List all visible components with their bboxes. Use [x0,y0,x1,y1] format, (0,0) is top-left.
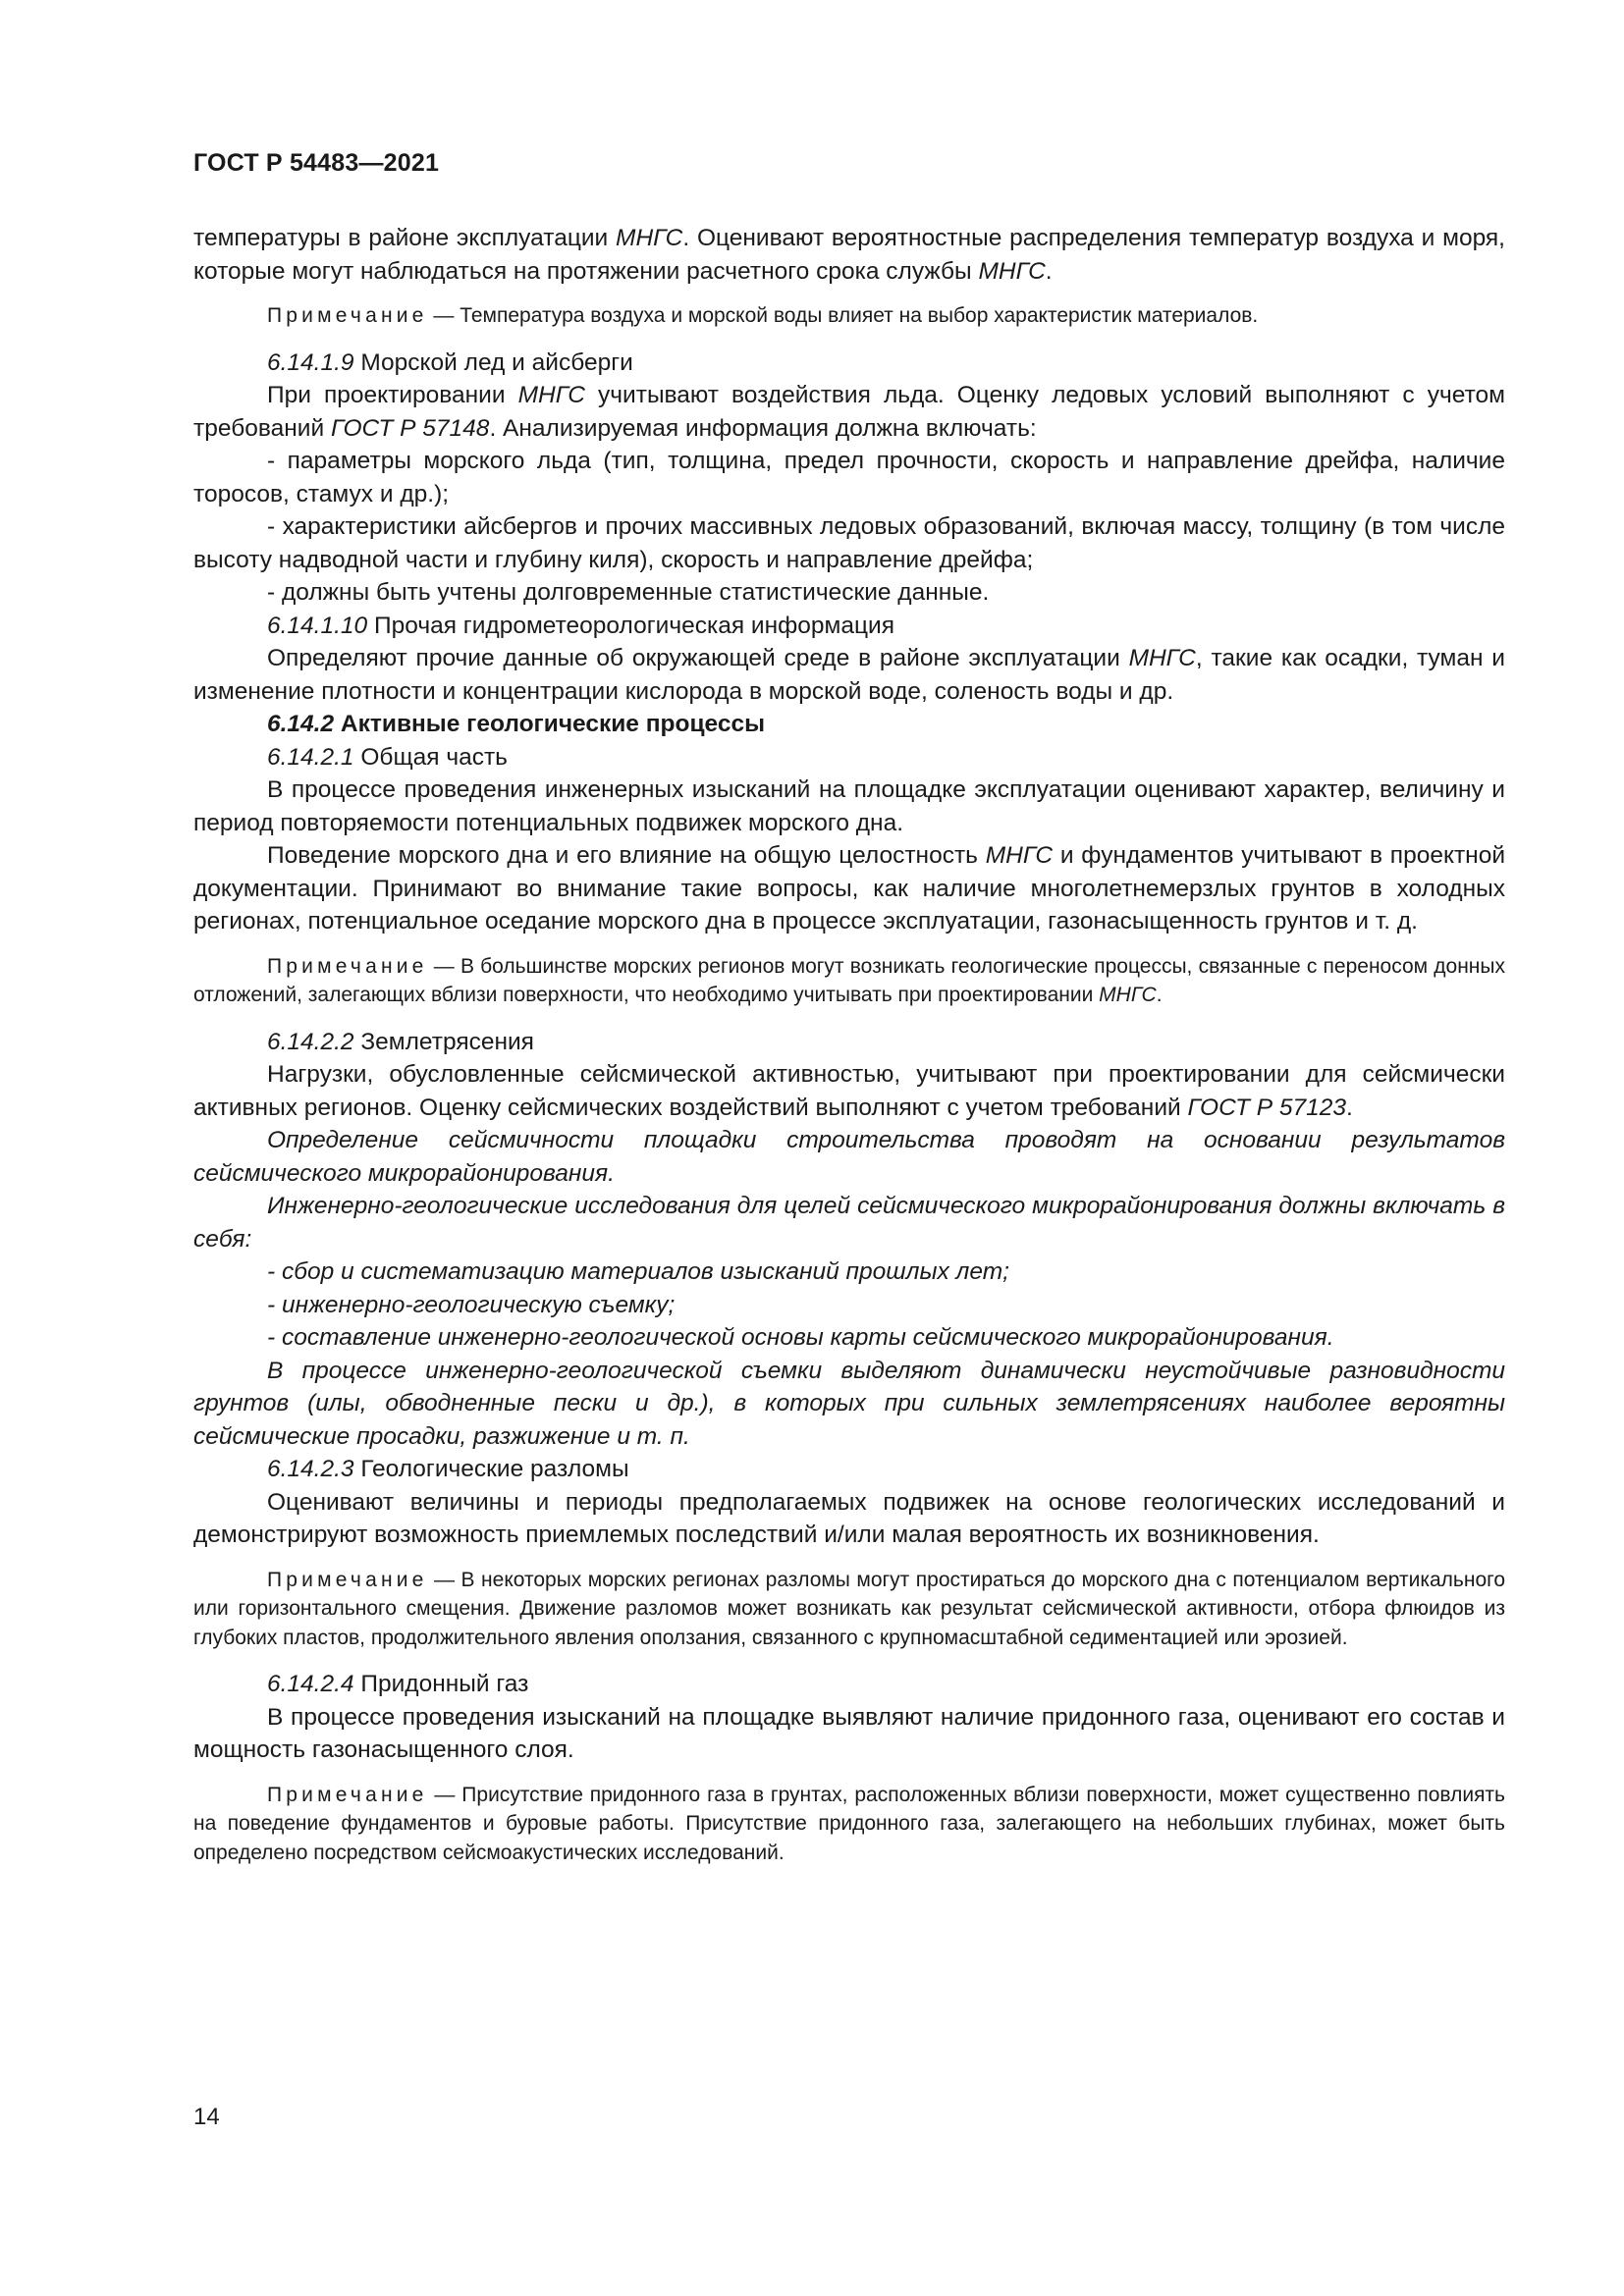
text: Нагрузки, обусловленные сейсмической активностью, учитывают при проектировании для сейсмически активных регионов. Оценку сейсмических воздействий выполняют с учетом требований [193,1061,1505,1121]
section-number: 6.14.2.1 [267,743,354,771]
paragraph: В процессе проведения инженерных изысканий на площадке эксплуатации оценивают характер, величину и период повторяемости потенциальных подвижек морского дна. [193,776,1505,836]
abbr: МНГС [1099,984,1157,1006]
section-title: Землетрясения [353,1028,534,1055]
section-heading [193,1026,1505,1059]
list-item: - характеристики айсбергов и прочих массивных ледовых образований, включая массу, толщину (в том числе высоту надводной части и глубину киля), скорость и направление дрейфа; [193,513,1505,573]
section-title: Геологические разломы [353,1456,629,1482]
section-heading [193,1668,1505,1701]
note-text: . [1156,984,1163,1006]
section-number: 6.14.2.3 [267,1456,354,1482]
note [193,1566,1505,1653]
text: и фундаментов учитывают в проектной документации. Принимают во внимание такие вопросы, как наличие многолетнемерзлых грунтов в холодных регионах, потенциальное оседание морского дна в процессе эксплуатации, газонасыщенность грунтов и т. д. [193,842,1506,934]
note-text: — В некоторых морских регионах разломы могут простираться до морского дна с потенциалом вертикального или горизонтального смещения. Движение разломов может возникать как результат сейсмической активности, отбора флюидов из глубоких пластов, продолжительного явления оползания, связанного с крупномасштабной седиментацией или эрозией. [193,1568,1505,1649]
text: температуры в районе эксплуатации [193,225,617,251]
note-label: Примечание [267,1568,428,1591]
section-title: Морской лед и айсберги [353,348,633,376]
section-number: 6.14.2 [267,711,335,737]
paragraph: Определение сейсмичности площадки строительства проводят на основании результатов сейсмического микрорайонирования. [193,1127,1505,1187]
note [193,1781,1505,1868]
section-heading [193,741,1505,774]
section-number: 6.14.2.4 [267,1671,354,1697]
list-item: - сбор и систематизацию материалов изысканий прошлых лет; [267,1258,1009,1285]
abbr: МНГС [616,225,683,251]
section-heading [193,1453,1505,1486]
text: , такие как осадки, туман и изменение плотности и концентрации кислорода в морской воде, соленость воды и др. [193,645,1505,705]
note-label: Примечание [267,1783,428,1806]
note [193,301,1505,331]
text: . [1045,257,1053,285]
text: . Анализируемая информация должна включать: [489,414,1037,442]
section-heading [193,610,1505,643]
text: . [1346,1094,1353,1121]
note-label: Примечание [267,954,428,978]
list-item: - инженерно-геологическую съемку; [267,1291,676,1318]
abbr: МНГС [517,382,585,408]
text: При проектировании [267,382,518,408]
note-text: — Присутствие придонного газа в грунтах, расположенных вблизи поверхности, может существенно повлиять на поведение фундаментов и буровые работы. Присутствие придонного газа, залегающего на небольших глубинах, может быть определено посредством сейсмоакустических исследований. [193,1783,1505,1864]
section-title: Придонный газ [353,1671,529,1697]
section-heading [193,708,1505,741]
text: Поведение морского дна и его влияние на общую целостность [267,842,986,869]
note [193,952,1505,1010]
page-number: 14 [193,2104,220,2130]
note-text: — В большинстве морских регионов могут возникать геологические процессы, связанные с переносом донных отложений, залегающих вблизи поверхности, что необходимо учитывать при проектировании [193,954,1505,1006]
list-item: - должны быть учтены долговременные статистические данные. [267,579,990,606]
section-title: Прочая гидрометеорологическая информация [367,612,895,639]
abbr: МНГС [1128,645,1196,671]
standard-ref: ГОСТ Р 57123 [1187,1094,1347,1121]
section-title: Общая часть [353,743,508,771]
paragraph [193,839,1505,938]
abbr: МНГС [985,842,1054,869]
page-header: ГОСТ Р 54483—2021 [193,149,440,177]
paragraph: В процессе проведения изысканий на площадке выявляют наличие придонного газа, оценивают его состав и мощность газонасыщенного слоя. [193,1703,1505,1763]
text: учитывают воздействия льда. Оценку ледовых условий выполняют с учетом требований [193,382,1505,442]
text: . Оценивают вероятностные распределения температур воздуха и моря, которые могут наблюдаться на протяжении расчетного срока службы [193,225,1505,285]
section-number: 6.14.2.2 [267,1028,354,1055]
section-number: 6.14.1.10 [267,612,368,639]
list-item: - параметры морского льда (тип, толщина, предел прочности, скорость и направление дрейфа, наличие торосов, стамух и др.); [193,448,1505,507]
abbr: МНГС [978,257,1046,285]
note-text: — Температура воздуха и морской воды влияет на выбор характеристик материалов. [427,304,1259,327]
page-content [193,222,1505,1883]
section-heading [193,347,1505,380]
paragraph [193,1058,1505,1124]
paragraph: Оценивают величины и периоды предполагаемых подвижек на основе геологических исследований и демонстрируют возможность приемлемых последствий и/или малая вероятность их возникновения. [193,1488,1505,1548]
section-title: Активные геологические процессы [334,711,765,737]
note-label: Примечание [267,304,428,327]
paragraph: В процессе инженерно-геологической съемки выделяют динамически неустойчивые разновидности грунтов (илы, обводненные пески и др.), в которых при сильных землетрясениях наиболее вероятны сейсмические просадки, разжижение и т. п. [193,1357,1505,1450]
paragraph [193,222,1505,288]
section-number: 6.14.1.9 [267,348,354,376]
text: Определяют прочие данные об окружающей среде в районе эксплуатации [267,645,1129,671]
paragraph: Инженерно-геологические исследования для целей сейсмического микрорайонирования должны включать в себя: [193,1193,1505,1253]
paragraph [193,642,1505,708]
paragraph [193,379,1505,445]
list-item: - составление инженерно-геологической основы карты сейсмического микрорайонирования. [267,1324,1334,1351]
standard-ref: ГОСТ Р 57148 [330,414,490,442]
